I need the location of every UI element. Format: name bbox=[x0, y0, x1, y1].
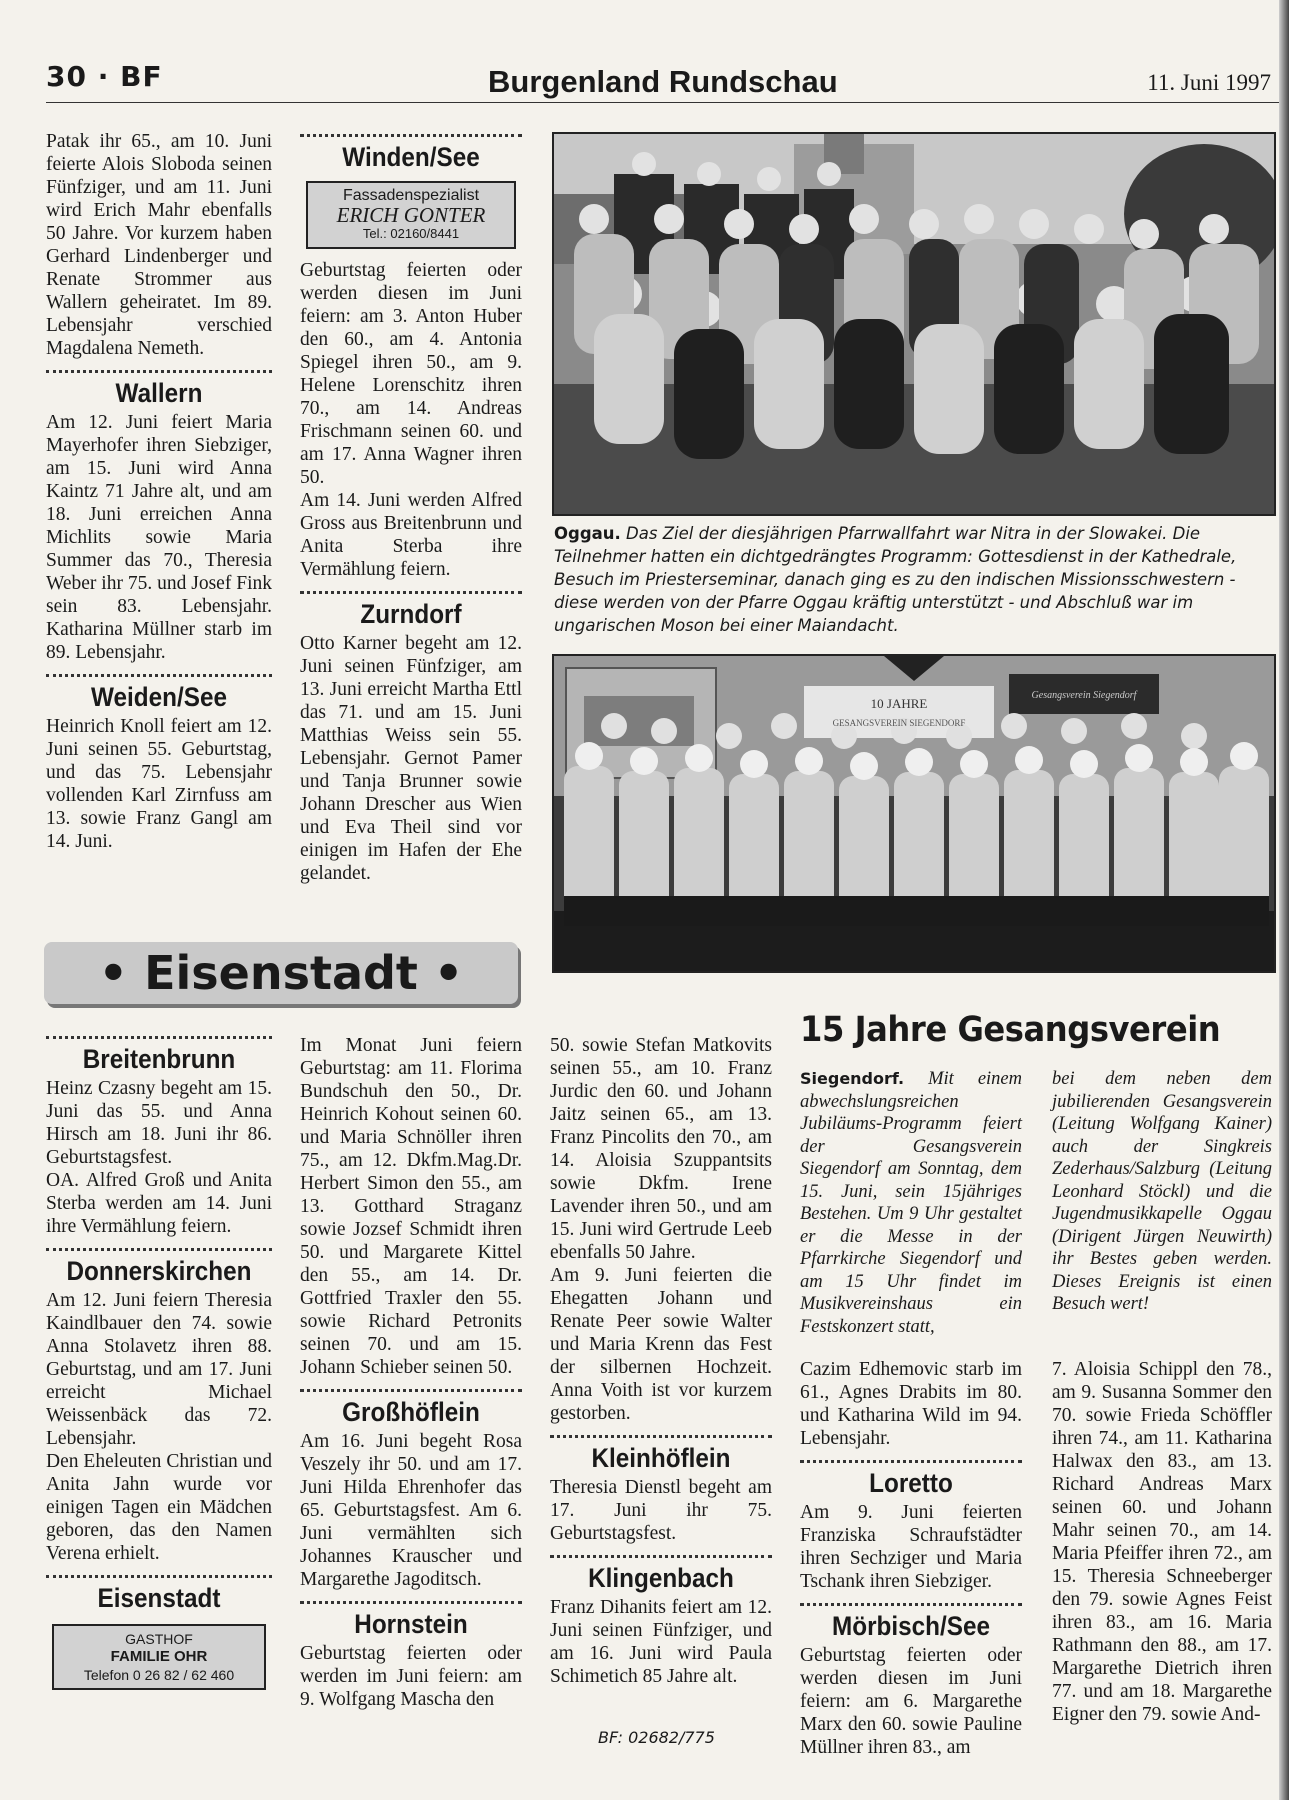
article-text: Cazim Edhemovic starb im 61., Agnes Drabits im 80. und Katharina Wild im 94. Lebensjahr. bbox=[800, 1359, 1022, 1449]
dotted-divider bbox=[800, 1603, 1022, 1606]
dotted-divider bbox=[300, 134, 522, 137]
header-rule bbox=[46, 102, 1281, 103]
section-title-klingenbach: Klingenbach bbox=[588, 1563, 734, 1593]
photo-caption-oggau bbox=[554, 522, 1270, 637]
section-title-winden: Winden/See bbox=[342, 142, 480, 172]
article-text: Mit einem abwechslungsreichen Jubiläums-Programm feiert der Gesangsverein Siegendorf am Sonntag, dem 15. Juni, sein 15jähriges Bestehen. Um 9 Uhr gestaltet er die Messe in der Pfarrkirche Siegendorf und am 15 Uhr findet im Musikvereinshaus ein Festskonzert statt, bbox=[800, 1069, 1022, 1337]
article-text: Heinz Czasny begeht am 15. Juni das 55. und Anna Hirsch am 18. Juni ihr 86. Geburtstagsfest. bbox=[46, 1078, 272, 1168]
section-title-kleinhoeflein: Kleinhöflein bbox=[591, 1443, 731, 1473]
ad-phone: Telefon 0 26 82 / 62 460 bbox=[83, 1667, 235, 1683]
banner-sign-subtext: GESANGSVEREIN SIEGENDORF bbox=[832, 718, 966, 728]
ad-line: Fassadenspezialist bbox=[342, 187, 480, 204]
dotted-divider bbox=[800, 1460, 1022, 1463]
dotted-divider bbox=[300, 1389, 522, 1392]
column-4-bottom bbox=[800, 1358, 1022, 1759]
column-3-bottom bbox=[550, 1034, 772, 1688]
section-title-breitenbrunn: Breitenbrunn bbox=[82, 1044, 236, 1074]
article-text: Am 16. Juni begeht Rosa Veszely ihr 50. und am 17. Juni Hilda Ehrenhofer das 65. Geburtstagsfest. Am 6. Juni vermählten sich Johannes Krauscher und Margarethe Jagoditsch. bbox=[300, 1431, 522, 1590]
section-title-eisenstadt: Eisenstadt bbox=[97, 1583, 221, 1613]
caption-text: Das Ziel der diesjährigen Pfarrwallfahrt war Nitra in der Slowakei. Die Teilnehmer hatten ein dichtgedrängtes Programm: Gottesdienst in der Kathedrale, Besuch im Priesterseminar, danach ging es zu den indischen Missionsschwestern - diese werden von der Pfarre Oggau kräftig unterstützt - und Abschluß war im ungarischen Moson bei einer Maiandacht. bbox=[554, 524, 1237, 635]
ad-phone: Tel.: 02160/8441 bbox=[362, 226, 460, 241]
column-5-bottom bbox=[1052, 1358, 1272, 1726]
page-edge-shadow bbox=[1279, 0, 1289, 1800]
column-2-bottom bbox=[300, 1034, 522, 1711]
column-2-top bbox=[300, 130, 522, 885]
article-column-b: bei dem neben dem jubilierenden Gesangsverein (Leitung Wolfgang Kainer) auch der Singkreis Zederhaus/Salzburg (Leitung Leonhard Stöckl) und die Jugendmusikkapelle Oggau (Dirigent Jürgen Neuwirth) ihr Bestes geben werden. Dieses Ereignis ist einen Besuch wert! bbox=[1052, 1069, 1272, 1314]
article-text: Geburtstag feierten oder werden im Juni feiern: am 9. Wolfgang Mascha den bbox=[300, 1643, 522, 1710]
article-text: Am 12. Juni feiert Maria Mayerhofer ihren Siebziger, am 15. Juni wird Anna Kaintz 71 Jahre alt, und am 18. Juni erreichen Anna Michlits sowie Maria Summer das 70., Theresia Weber ihr 75. und Josef Fink sein 83. Lebensjahr. Katharina Müllner starb im 89. Lebensjahr. bbox=[46, 412, 272, 663]
ad-fassadenspezialist bbox=[306, 181, 516, 249]
newspaper-title: Burgenland Rundschau bbox=[488, 64, 838, 99]
section-title-donnerskirchen: Donnerskirchen bbox=[66, 1256, 252, 1286]
article-headline: 15 Jahre Gesangsverein bbox=[800, 1010, 1221, 1050]
article-text: Am 9. Juni feierten die Ehegatten Johann und Renate Peer sowie Walter und Maria Krenn das Fest der silbernen Hochzeit. Anna Voith ist vor kurzem gestorben. bbox=[550, 1265, 772, 1424]
ad-company-name: FAMILIE OHR bbox=[110, 1648, 208, 1665]
ad-gasthof-ohr bbox=[52, 1624, 266, 1690]
article-text: Den Eheleuten Christian und Anita Jahn wurde vor einigen Tagen ein Mädchen geboren, das den Namen Verena erhielt. bbox=[46, 1451, 272, 1564]
photo-choir-image bbox=[554, 656, 1274, 971]
article-text: Theresia Dienstl begeht am 17. Juni ihr 75. Geburtstagsfest. bbox=[550, 1477, 772, 1544]
article-text: Am 12. Juni feiern Theresia Kaindlbauer den 74. sowie Anna Stolavetz ihren 88. Geburtstag, und am 17. Juni erreicht Michael Weissenbäck das 72. Lebensjahr. bbox=[46, 1290, 272, 1449]
article-text: Franz Dihanits feiert am 12. Juni seinen Fünfziger, und am 16. Juni wird Paula Schimetich 85 Jahre alt. bbox=[550, 1597, 772, 1687]
section-title-moerbisch: Mörbisch/See bbox=[831, 1611, 991, 1641]
photo-choir bbox=[552, 654, 1276, 973]
column-1-bottom bbox=[46, 1030, 272, 1700]
article-text: OA. Alfred Groß und Anita Sterba werden am 14. Juni ihre Vermählung feiern. bbox=[46, 1170, 272, 1237]
dotted-divider bbox=[300, 591, 522, 594]
banner-sign-right: Gesangsverein Siegendorf bbox=[1031, 690, 1137, 701]
dotted-divider bbox=[550, 1555, 772, 1558]
dotted-divider bbox=[550, 1435, 772, 1438]
article-text: Im Monat Juni feiern Geburtstag: am 11. Florima Bundschuh den 50., Dr. Heinrich Kohout seinen 60. und Maria Schnöller ihren 75., am 12. Dkfm.Mag.Dr. Herbert Simon den 55., am 13. Gotthard Straganz sowie Jozsef Schmidt ihren 50. und Margarete Kittel den 55., am 14. Dr. Gottfried Traxler den 55. sowie Richard Petronits seinen 70. und am 15. Johann Schieber seinen 50. bbox=[300, 1035, 522, 1378]
article-text: Heinrich Knoll feiert am 12. Juni seinen 55. Geburtstag, und das 75. Lebensjahr vollenden Karl Zirnfuss am 13. sowie Franz Gangl am 14. Juni. bbox=[46, 716, 272, 852]
dotted-divider bbox=[46, 1575, 272, 1578]
issue-date: 11. Juni 1997 bbox=[1147, 70, 1271, 95]
photo-pilgrimage-image bbox=[554, 134, 1274, 514]
article-text: Am 14. Juni werden Alfred Gross aus Breitenbrunn und Anita Sterba ihre Vermählung feiern. bbox=[300, 490, 522, 580]
article-text: Geburtstag feierten oder werden diesen im Juni feiern: am 3. Anton Huber den 60., am 4. Antonia Spiegel ihren 50., am 9. Helene Lorenschitz ihren 70., am 14. Andreas Frischmann seinen 60. und am 17. Anna Wagner ihren 50. bbox=[300, 260, 522, 488]
section-title-zurndorf: Zurndorf bbox=[360, 599, 462, 629]
ad-company-name: ERICH GONTER bbox=[336, 203, 486, 227]
dotted-divider bbox=[46, 370, 272, 373]
section-banner-eisenstadt: • Eisenstadt • bbox=[44, 942, 518, 1004]
dotted-divider bbox=[300, 1601, 522, 1604]
section-title-wallern: Wallern bbox=[115, 378, 203, 408]
dotted-divider bbox=[46, 1036, 272, 1039]
column-1-top bbox=[46, 130, 272, 853]
dotted-divider bbox=[46, 1248, 272, 1251]
section-title-hornstein: Hornstein bbox=[354, 1609, 468, 1639]
article-text: 50. sowie Stefan Matkovits seinen 55., am 10. Franz Jurdic den 60. und Johann Jaitz seinen 65., am 13. Franz Pincolits den 70., am 14. Aloisia Szuppantsits sowie Dkfm. Irene Lavender ihren 50., und am 15. Juni wird Gertrude Leeb ebenfalls 50 Jahre. bbox=[550, 1035, 772, 1263]
article-text: Am 9. Juni feierten Franziska Schraufstädter ihren Sechziger und Maria Tschank ihren Siebziger. bbox=[800, 1502, 1022, 1592]
article-column-a bbox=[800, 1068, 1022, 1338]
banner-sign-text: 10 JAHRE bbox=[870, 696, 928, 711]
dotted-divider bbox=[46, 674, 272, 677]
ad-line: GASTHOF bbox=[125, 1631, 193, 1647]
photo-pilgrimage-group bbox=[552, 132, 1276, 516]
article-text: 7. Aloisia Schippl den 78., am 9. Susanna Sommer den 70. sowie Frieda Schöffler ihren 74., am 11. Katharina Halwax den 83., am 13. Richard Andreas Marx seinen 60. und Johann Mahr seinen 70., am 14. Maria Pfeiffer ihren 72., am 15. Theresia Schneeberger den 79. sowie Agnes Feist ihren 83., am 16. Maria Rathmann den 88., am 17. Margarethe Dietrich ihren 77. und am 18. Margarethe Eigner den 79. sowie And- bbox=[1052, 1359, 1272, 1725]
article-place: Siegendorf. bbox=[800, 1069, 905, 1088]
section-title-loretto: Loretto bbox=[869, 1468, 953, 1498]
page-number: 30 · BF bbox=[46, 60, 163, 93]
article-text: Patak ihr 65., am 10. Juni feierte Alois Sloboda seinen Fünfziger, und am 11. Juni wird Erich Mahr ebenfalls 50 Jahre. Vor kurzem haben Gerhard Lindenberger und Renate Strommer aus Wallern geheiratet. Im 89. Lebensjahr verschied Magdalena Nemeth. bbox=[46, 131, 272, 359]
section-title-grosshoeflein: Großhöflein bbox=[342, 1397, 480, 1427]
article-text: Geburtstag feierten oder werden diesen im Juni feiern: am 6. Margarethe Marx den 60. sowie Pauline Müllner ihren 83., am bbox=[800, 1645, 1022, 1758]
article-text: Otto Karner begeht am 12. Juni seinen Fünfziger, am 13. Juni erreicht Martha Ettl das 71. und am 15. Juni Matthias Weiss sein 55. Lebensjahr. Gernot Pamer und Tanja Brunner sowie Johann Drescher aus Wien und Eva Theil sind vor einigen im Hafen der Ehe gelandet. bbox=[300, 633, 522, 884]
section-title-weiden: Weiden/See bbox=[91, 682, 227, 712]
contact-footnote: BF: 02682/775 bbox=[598, 1728, 715, 1747]
caption-place: Oggau. bbox=[554, 524, 621, 543]
